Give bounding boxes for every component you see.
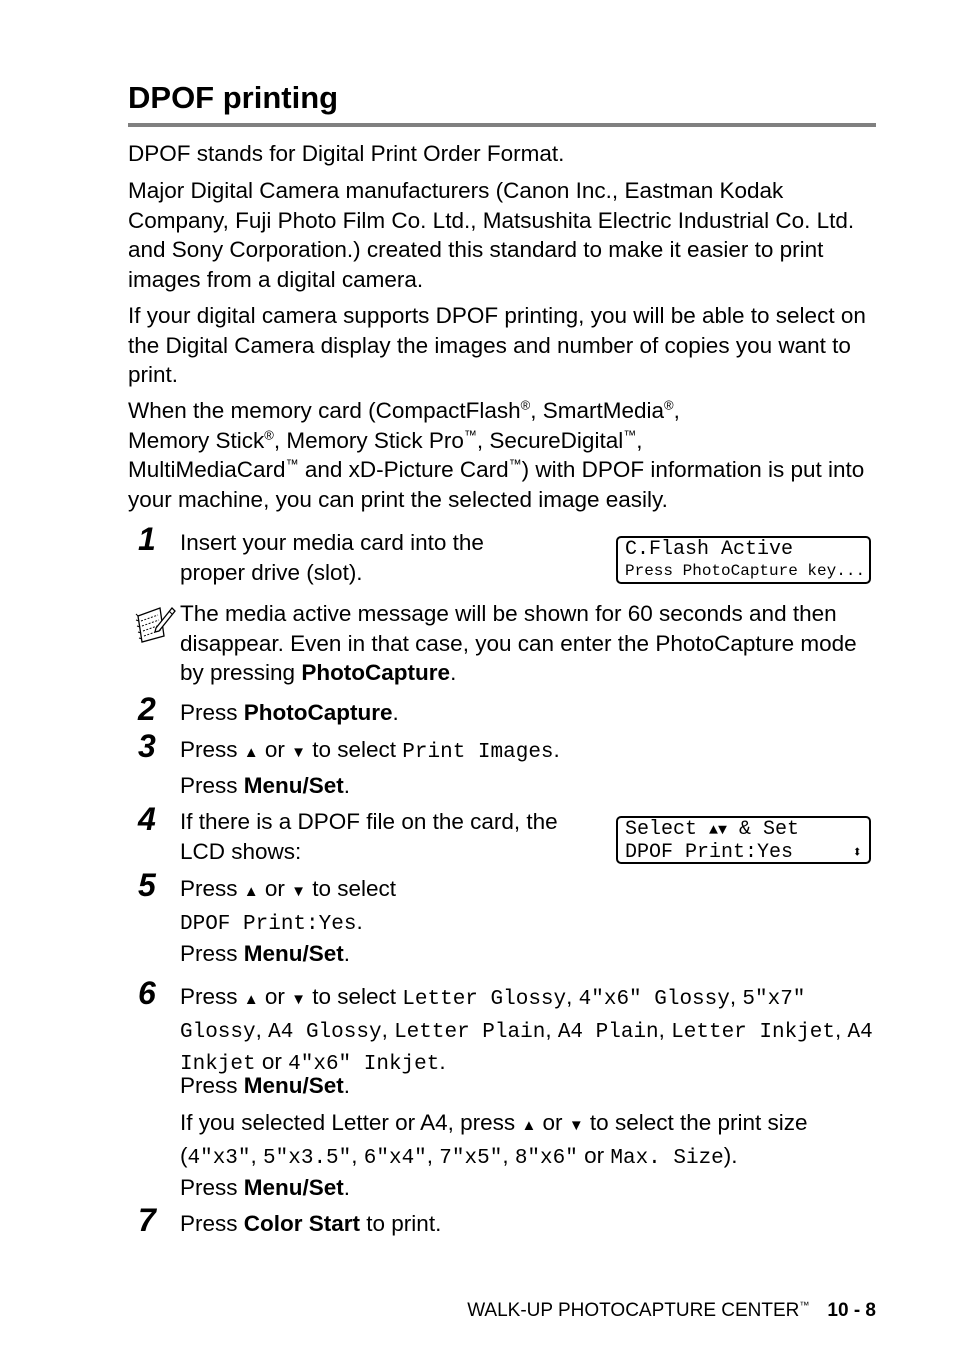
step-2-text: Press PhotoCapture. xyxy=(180,700,399,725)
step-number-2: 2 xyxy=(138,691,156,727)
step-5-text: Press ▲ or ▼ to select DPOF Print:Yes. xyxy=(180,876,397,936)
page-number: 10 - 8 xyxy=(827,1300,876,1321)
step-1-text: Insert your media card into the proper drive (slot). xyxy=(180,530,484,585)
note-text: The media active message will be shown for 60 seconds and then disappear. Even in that case, you can enter the PhotoCapture mode by pressing PhotoCapture. xyxy=(180,601,857,685)
lcd-line-1: C.Flash Active xyxy=(625,538,794,561)
step-number-7: 7 xyxy=(138,1202,156,1238)
page-footer: WALK-UP PHOTOCAPTURE CENTER™ 10 - 8 xyxy=(467,1300,876,1321)
page-title: DPOF printing xyxy=(128,80,339,115)
lcd-line-2: Press PhotoCapture key... xyxy=(625,562,866,580)
intro-paragraph-1: DPOF stands for Digital Print Order Format. xyxy=(128,141,565,166)
scroll-updown-icon: ⬍ xyxy=(852,844,862,862)
memory-card-paragraph: When the memory card (CompactFlash®, SmartMedia®, Memory Stick®, Memory Stick Pro™, SecureDigital™, MultiMediaCard™ and xD-Picture Card™) with DPOF information is put into your machine, you can print the selected image easily. xyxy=(128,397,865,512)
lcd-display-dpof xyxy=(616,816,871,864)
up-arrow-icon: ▲ xyxy=(521,1117,537,1134)
title-rule xyxy=(128,123,876,127)
step-number-6: 6 xyxy=(138,975,156,1011)
step-6-text: Press ▲ or ▼ to select Letter Glossy, 4"x6" Glossy, 5"x7" Glossy, A4 Glossy, Letter Plain, A4 Plain, Letter Inkjet, A4 Inkjet or 4"x6" Inkjet. xyxy=(180,984,873,1076)
down-arrow-icon: ▼ xyxy=(291,991,306,1008)
step-4-text: If there is a DPOF file on the card, the LCD shows: xyxy=(180,809,558,864)
press-menu-set-1: Press Menu/Set. xyxy=(180,773,351,798)
press-menu-set-2: Press Menu/Set. xyxy=(180,941,351,966)
step-number-1: 1 xyxy=(138,521,156,557)
step-6-print-size-text: If you selected Letter or A4, press ▲ or ▼ to select the print size (4"x3", 5"x3.5", 6"x4", 7"x5", 8"x6" or Max. Size). xyxy=(180,1110,808,1170)
intro-paragraph-2: Major Digital Camera manufacturers (Canon Inc., Eastman Kodak Company, Fuji Photo Film Co. Ltd., Matsushita Electric Industrial Co. Ltd. and Sony Corporation.) created this standard to make it easier to print images from a digital camera. xyxy=(128,178,855,292)
up-arrow-icon: ▲ xyxy=(243,883,259,900)
step-number-5: 5 xyxy=(138,867,156,903)
footer-section: WALK-UP PHOTOCAPTURE CENTER xyxy=(467,1300,800,1321)
step-3-text: Press ▲ or ▼ to select Print Images. xyxy=(180,737,560,764)
step-7-text: Press Color Start to print. xyxy=(180,1211,442,1236)
step-number-3: 3 xyxy=(138,728,156,764)
up-arrow-icon: ▲ xyxy=(243,991,259,1008)
up-down-arrows-icon: ▲▼ xyxy=(709,822,728,839)
down-arrow-icon: ▼ xyxy=(291,883,306,900)
lcd-line-1: Select ▲▼ & Set xyxy=(625,818,800,841)
lcd-line-2: DPOF Print:Yes ⬍ xyxy=(625,841,862,864)
down-arrow-icon: ▼ xyxy=(568,1117,584,1134)
up-arrow-icon: ▲ xyxy=(243,744,259,761)
press-menu-set-4: Press Menu/Set. xyxy=(180,1175,351,1200)
step-number-4: 4 xyxy=(138,801,156,837)
down-arrow-icon: ▼ xyxy=(291,744,306,761)
press-menu-set-3: Press Menu/Set. xyxy=(180,1073,351,1098)
lcd-display-flash-active xyxy=(616,536,871,584)
intro-paragraph-3: If your digital camera supports DPOF printing, you will be able to select on the Digital Camera display the images and number of copies you want to print. xyxy=(128,303,866,387)
note-pencil-icon xyxy=(134,604,176,644)
